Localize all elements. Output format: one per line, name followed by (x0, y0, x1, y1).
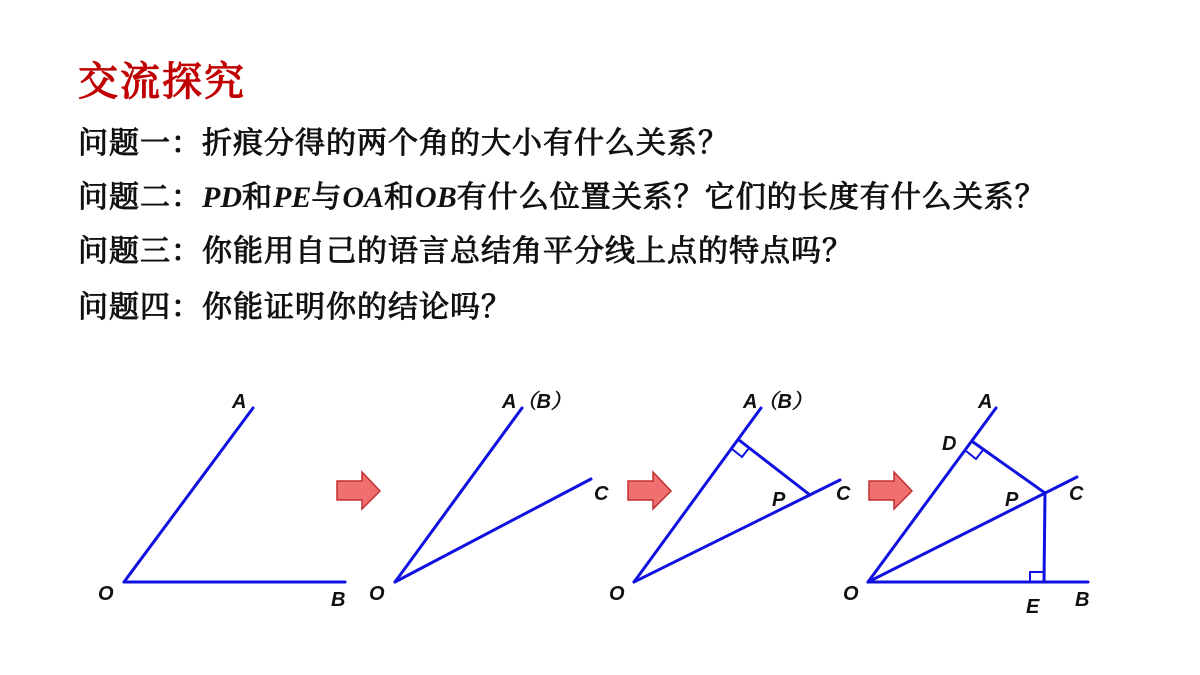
fig4-segment-pe (1044, 493, 1045, 582)
fig2-ray-oa (395, 408, 522, 582)
fig2-label-c: C (594, 483, 609, 505)
right-arrow-icon (628, 472, 671, 509)
ray-oa: OA (342, 181, 385, 214)
fig1-label-b: B (331, 589, 346, 611)
segment-pe: PE (273, 181, 312, 214)
fig1-label-o: O (98, 583, 114, 605)
slide-title: 交流探究 (78, 59, 246, 105)
question-4-text: 你能证明你的结论吗？ (202, 290, 512, 325)
fig4-label-e: E (1026, 596, 1040, 618)
question-2-and-2: 和 (384, 180, 416, 215)
question-1-text: 折痕分得的两个角的大小有什么关系？ (202, 126, 729, 161)
fig2-ray-oc (395, 479, 591, 582)
question-1-prefix: 问题一： (78, 126, 202, 161)
fig3-right-angle-mark (732, 448, 749, 457)
question-3-text: 你能用自己的语言总结角平分线上点的特点吗？ (202, 234, 853, 269)
fig3-label-c: C (836, 483, 851, 505)
question-2-text: 有什么位置关系？它们的长度有什么关系？ (456, 180, 1046, 215)
segment-pd: PD (202, 181, 242, 214)
fig4-right-angle-mark-d (966, 450, 983, 459)
question-2-and-1: 和 (242, 180, 273, 215)
fig4-label-d: D (942, 433, 957, 455)
right-arrow-icon (337, 472, 380, 509)
fig2-label-ab: A（B） (502, 391, 571, 413)
fig1-ray-oa (124, 408, 253, 582)
question-4-prefix: 问题四： (78, 290, 202, 325)
fig3-label-ab: A（B） (743, 391, 812, 413)
figure-2-folded (395, 408, 591, 582)
fig4-label-b: B (1075, 589, 1090, 611)
fig3-label-p: P (772, 489, 786, 511)
fig4-label-p: P (1005, 489, 1019, 511)
fig4-label-c: C (1069, 483, 1084, 505)
fig4-label-a: A (978, 391, 993, 413)
question-3-prefix: 问题三： (78, 234, 202, 269)
ray-ob: OB (415, 181, 457, 214)
question-2-with: 与 (311, 180, 343, 215)
question-2-prefix: 问题二： (78, 180, 202, 215)
fig4-label-o: O (843, 583, 859, 605)
right-arrow-icon (869, 472, 912, 509)
fig2-label-o: O (369, 583, 385, 605)
figure-1-angle (124, 408, 345, 582)
fig3-label-o: O (609, 583, 625, 605)
fig1-label-a: A (232, 391, 247, 413)
